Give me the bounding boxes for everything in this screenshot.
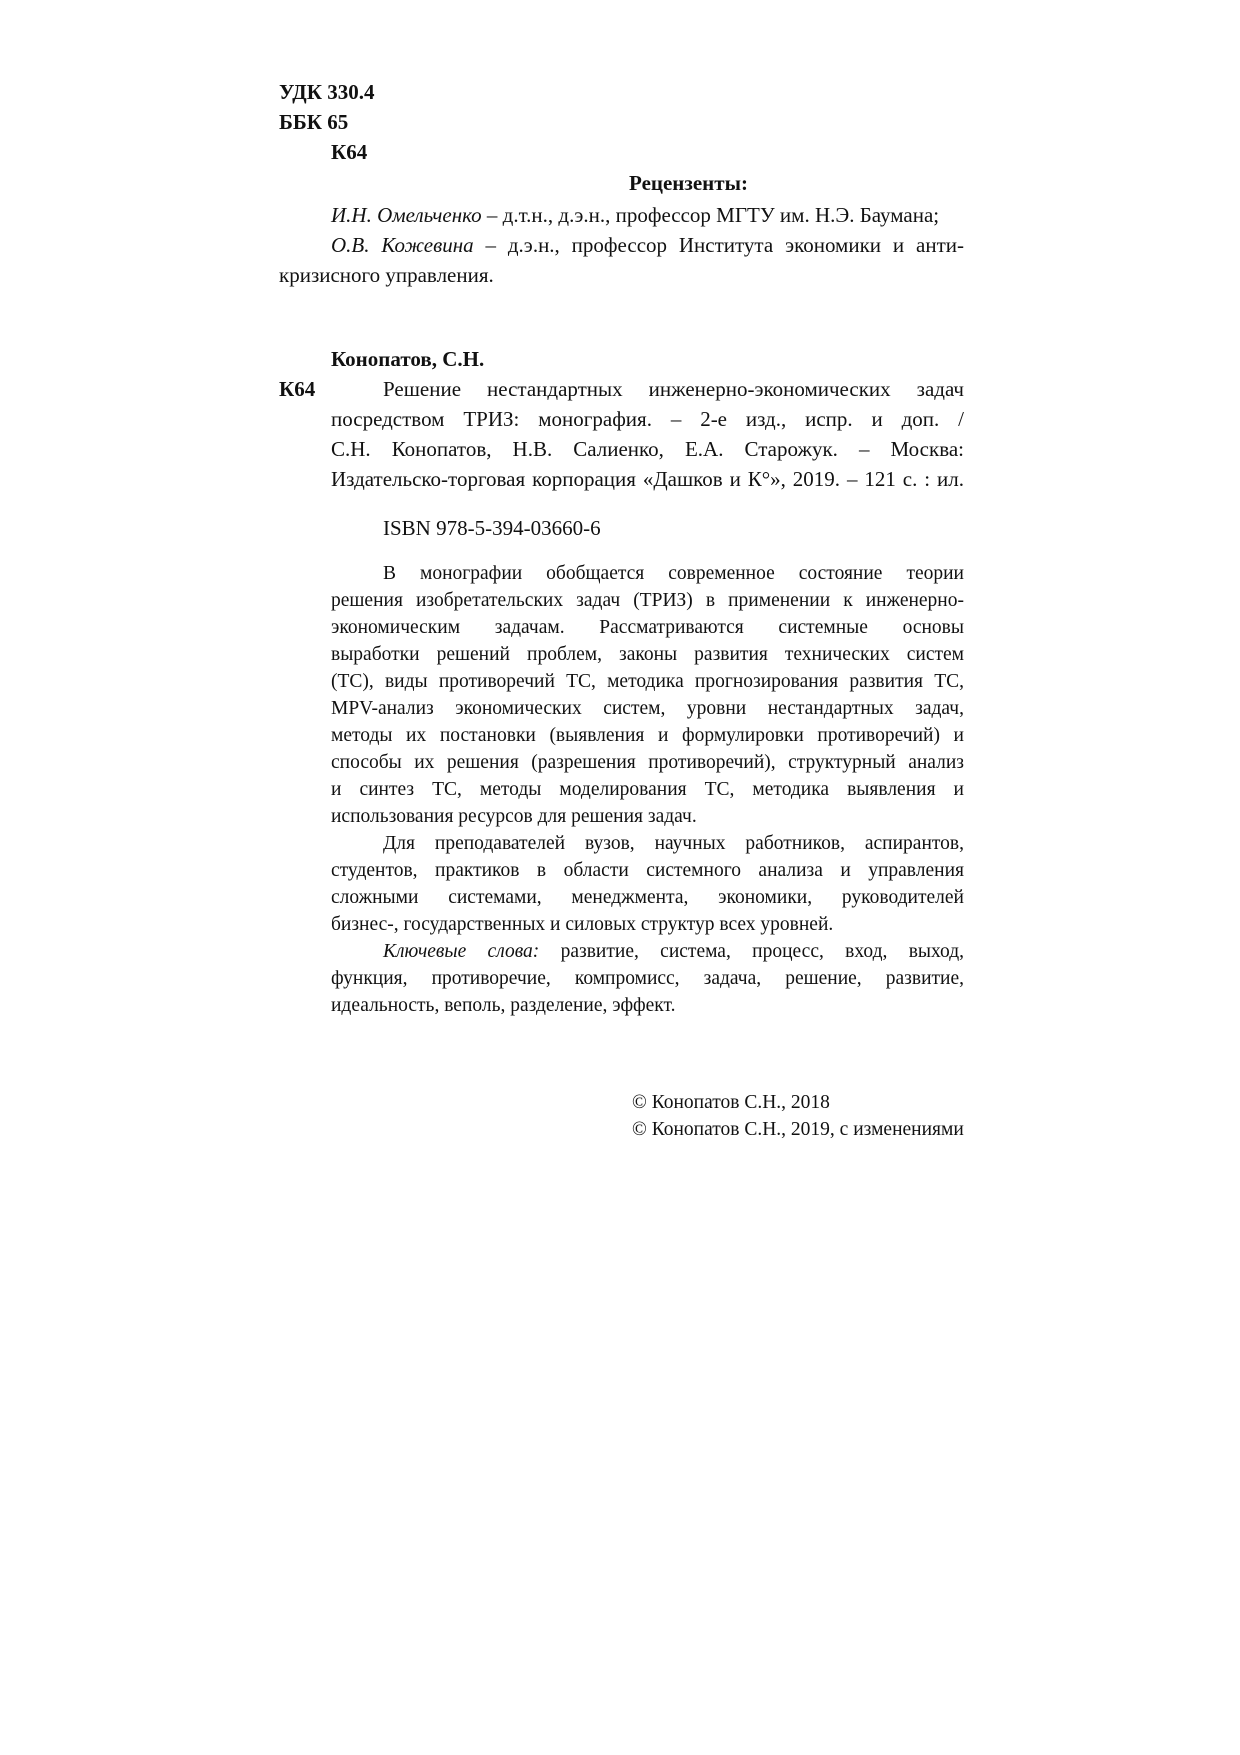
author-sign-code: К64 [331,140,368,164]
annotation-p1-line-5: (ТС), виды противоречий ТС, методика прогнозирования развития ТС, [331,671,964,692]
bib-line-4: Издательско-торговая корпорация «Дашков и К°», 2019. – 121 с. : ил. [331,467,964,491]
reviewer-2 [331,233,964,258]
reviewer-2-name: О.В. Кожевина [331,233,474,257]
annotation-p1-line-6: MPV-анализ экономических систем, уровни нестандартных задач, [331,698,964,719]
reviewer-2-continuation: кризисного управления. [279,263,494,287]
annotation-p1-line-10: использования ресурсов для решения задач. [331,806,697,827]
bib-line-3: С.Н. Конопатов, Н.В. Салиенко, Е.А. Старожук. – Москва: [331,437,964,461]
reviewer-1 [331,203,964,228]
annotation-p1-line-9: и синтез ТС, методы моделирования ТС, методика выявления и [331,779,964,800]
bib-author-sign: К64 [279,377,316,401]
annotation-p1-line-4: выработки решений проблем, законы развития технических систем [331,644,964,665]
copyright-1: © Конопатов С.Н., 2018 [632,1092,830,1113]
bib-line-1: Решение нестандартных инженерно-экономических задач [383,377,964,401]
annotation-p1-line-2: решения изобретательских задач (ТРИЗ) в применении к инженерно- [331,590,964,611]
udk-code: УДК 330.4 [279,80,375,104]
annotation-p1-line-3: экономическим задачам. Рассматриваются системные основы [331,617,964,638]
author-heading: Конопатов, С.Н. [331,347,485,371]
keywords-line-1 [383,941,964,963]
annotation-p1-line-7: методы их постановки (выявления и формулировки противоречий) и [331,725,964,746]
annotation-p2-line-1: Для преподавателей вузов, научных работников, аспирантов, [383,833,964,854]
annotation-p2-line-2: студентов, практиков в области системного анализа и управления [331,860,964,881]
annotation-p1-line-8: способы их решения (разрешения противоречий), структурный анализ [331,752,964,773]
annotation-p1-line-1: В монографии обобщается современное состояние теории [383,563,964,584]
reviewers-heading: Рецензенты: [629,171,748,195]
reviewer-2-details: – д.э.н., профессор Института экономики и анти- [473,233,964,257]
isbn: ISBN 978-5-394-03660-6 [383,516,601,540]
annotation-p2-line-3: сложными системами, менеджмента, экономики, руководителей [331,887,964,908]
reviewer-1-details: – д.т.н., д.э.н., профессор МГТУ им. Н.Э. Баумана; [481,203,940,227]
keywords-label: Ключевые слова: [383,941,540,962]
reviewer-1-name: И.Н. Омельченко [331,203,482,227]
annotation-p2-line-4: бизнес-, государственных и силовых структур всех уровней. [331,914,834,935]
keywords-line-3: идеальность, веполь, разделение, эффект. [331,995,676,1016]
bib-line-2: посредством ТРИЗ: монография. – 2-е изд., испр. и доп. / [331,407,964,431]
keywords-line-2: функция, противоречие, компромисс, задача, решение, развитие, [331,968,964,989]
keywords-list-start: развитие, система, процесс, вход, выход, [539,941,965,962]
bbk-code: ББК 65 [279,110,349,134]
copyright-2: © Конопатов С.Н., 2019, с изменениями [632,1119,964,1140]
